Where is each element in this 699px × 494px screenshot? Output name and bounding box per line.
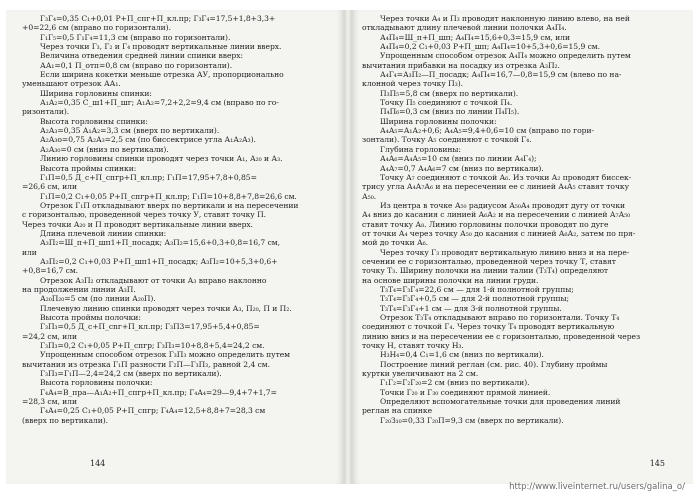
text-line: Через точку Г₃ проводят вертикальную линию вниз и на пере- xyxy=(380,247,630,257)
text-line: мой до точки А₆. xyxy=(362,238,429,248)
text-line: Из центра в точке А₅₀ радиусом А₅₀А₄ проводят дугу от точки xyxy=(380,200,626,210)
text-line: Отрезок Т₃Т₄ откладывают вправо по горизонтали. Точку Т₄ xyxy=(380,313,620,322)
text-line: Точки Г₂₀ и Г₃₀ соединяют прямой линией. xyxy=(380,387,551,397)
text-line: А₂А₃₀=0 см (вниз по вертикали). xyxy=(40,144,169,154)
text-line: Через точки Г₃, Г₂ и Г₄ проводят вертикальные линии вверх. xyxy=(40,42,282,52)
text-line: Г₄А₄=В_пра—А₁А₂+П_спгр+П_кл.пр; Г₄А₄=29—9,4+7+1,7= xyxy=(40,387,277,397)
text-line: +0=22,6 см (вправо по горизонтали). xyxy=(22,23,171,33)
text-line: вычитания из отрезка Г₁П разности Г₂П—Г₃П₃, равной 2,4 см. xyxy=(22,359,271,369)
text-line: А₄П₄=Ш_п+П_шп; А₄П₄=15,6+0,3=15,9 см, или xyxy=(380,32,570,42)
text-line: А₄Г₄=А₃П₂—П_посадк; А₄П₄=16,7—0,8=15,9 см (влево по на- xyxy=(380,70,622,80)
text-line: А₃П₂=Ш_п+П_шп1+П_посадк; А₃П₂=15,6+0,3+0,8=16,7 см, xyxy=(40,238,280,248)
text-line: Высота горловины спинки: xyxy=(40,116,148,126)
text-line: реглан на спинке xyxy=(362,406,433,416)
text-line: Г₁П=0,5 Д_с+П_спгр+П_кл.пр; Г₁П=17,95+7,8+0,85= xyxy=(40,172,257,182)
text-line: Точку П₅ соединяют с точкой П₄. xyxy=(380,98,513,108)
text-line: вычитания прибавки на посадку из отрезка А₃П₂. xyxy=(362,60,560,70)
text-line: на основе ширины полочки на линии груди. xyxy=(362,275,539,285)
text-line: Г₃Г₄=0,35 С₁+0,01 Р+П_спг+П_кл.пр; Г₃Г₄=17,5+1,8+3,3+ xyxy=(40,14,276,23)
text-line: линию вниз и на пересечении ее с горизонталью, проведенной через xyxy=(362,331,641,341)
text-line: Высота проймы спинки: xyxy=(40,163,137,173)
text-line: =28,3 см, или xyxy=(22,397,77,407)
watermark-url[interactable]: http://www.liveinternet.ru/users/galina_o/ xyxy=(509,482,685,492)
text-line: АА₁=0,1 П_отп=0,8 см (вправо по горизонтали). xyxy=(40,60,233,70)
right-page xyxy=(352,10,693,484)
text-line: А₄А₇=0,7 А₄А₆=7 см (вниз по вертикали). xyxy=(380,163,544,173)
text-line: Высота проймы полочки: xyxy=(40,313,141,322)
text-line: точку Н, ставят точку Н₃. xyxy=(362,341,464,351)
text-line: Через точки А₄ и П₃ проводят наклонную линию влево, на ней xyxy=(380,14,630,23)
text-line: Г₁Г₅=0,5 Г₁Г₄=11,3 см (вправо по горизонтали). xyxy=(40,32,231,42)
text-line: ризонтали). xyxy=(22,107,70,117)
text-line: =26,6 см, или xyxy=(22,182,77,192)
book-gutter xyxy=(344,10,352,484)
text-line: Определяют вспомогательные точки для проведения линий xyxy=(380,397,621,407)
text-line: А₂₀П₂₀=5 см (по линии А₂₀П). xyxy=(40,294,156,304)
text-line: Упрощенным способом отрезок А₄П₄ можно определить путем xyxy=(380,51,631,61)
text-line: или xyxy=(22,247,37,257)
text-line: Построение линий реглан (см. рис. 40). Глубину проймы xyxy=(380,359,608,369)
text-line: Если ширина кокетки меньше отрезка АУ, пропорционально xyxy=(40,70,284,80)
text-line: Через точки А₂₀ и П проводят вертикальные линии вверх. xyxy=(22,219,253,229)
text-line: Отрезок Г₁П откладывают вверх по вертикали и на пересечении xyxy=(40,200,299,210)
text-line: клонной через точку П₃). xyxy=(362,79,464,89)
text-line: откладывают длину плечевой линии полочки А₄П₄. xyxy=(362,23,567,33)
right-page-text xyxy=(362,14,679,425)
text-line: Глубина горловины: xyxy=(380,144,461,154)
text-line: Величина отведения средней линии спинки вверх: xyxy=(40,51,243,61)
text-line: Г₁Г₂=Г₂Г₂₀=2 см (вниз по вертикали). xyxy=(380,378,530,388)
text-line: А₁А₂=0,35 С_ш1+П_шг; А₁А₂=7,2+2,2=9,4 см (вправо по го- xyxy=(40,98,279,108)
text-line: Плечевую линию спинки проводят через точки А₃, П₂₀, П и П₂. xyxy=(40,303,292,313)
text-line: Упрощенным способом отрезок Г₃П₃ можно определить путем xyxy=(40,350,291,360)
text-line: уменьшают отрезок АА₁. xyxy=(22,79,121,89)
text-line: от точки А₄ через точку А₅₀ до касания с линией А₆А₂, затем по пря- xyxy=(362,228,636,238)
text-line: =24,2 см, или xyxy=(22,331,77,341)
text-line: сечении ее с горизонталью, проведенной через точку Т, ставят xyxy=(362,256,616,266)
text-line: А₄А₆=А₄А₅=10 см (вниз по линии А₄Г₄); xyxy=(380,154,537,164)
text-line: трису угла А₄А₇А₆ и на пересечении ее с линией А₄А₅ ставят точку xyxy=(362,182,630,192)
text-line: А₃П₂=0,2 С₁+0,03 Р+П_шп1+П_посадк; А₃П₂=10+5,3+0,6+ xyxy=(40,256,278,266)
text-line: П₃П₅=5,8 см (вверх по вертикали). xyxy=(380,88,519,98)
text-line: Г₂₀З₁₀=0,33 Г₂₀П=9,3 см (вверх по вертикали). xyxy=(380,415,564,425)
text-line: Длина плечевой линии спинки: xyxy=(40,228,167,238)
text-line: Линию горловины спинки проводят через точки А₁, А₂₀ и А₃. xyxy=(40,154,283,164)
text-line: куртки увеличивают на 2 см. xyxy=(362,369,479,379)
text-line: А₄П₄=0,2 С₁+0,03 Р+П_шп; А₄П₄=10+5,3+0,6=15,9 см. xyxy=(380,42,601,52)
text-line: А₄А₅=А₁А₂+0,6; А₄А₅=9,4+0,6=10 см (вправо по гори- xyxy=(380,126,594,136)
left-page xyxy=(6,10,344,484)
text-line: ставят точку А₈. Линию горловины полочки проводят по дуге xyxy=(362,219,609,229)
text-line: Т₃Т₄=Г₃Г₄+0,5 см — для 2-й полнотной группы; xyxy=(380,294,569,304)
text-line: Т₃Т₄=Г₃Г₄=22,6 см — для 1-й полнотной группы; xyxy=(380,284,574,294)
text-line: А₂А₃=0,35 А₁А₂=3,3 см (вверх по вертикали). xyxy=(40,126,220,136)
text-line: А₄ вниз до касания с линией А₆А₂ и на пересечении с линией А₇А₅₀ xyxy=(362,210,631,220)
text-line: с горизонталью, проведенной через точку У, ставят точку П. xyxy=(22,210,267,220)
text-line: на продолжении линии А₃П. xyxy=(22,284,136,294)
right-page-number: 145 xyxy=(649,459,665,468)
text-line: Отрезок А₃П₂ откладывают от точки А₃ вправо наклонно xyxy=(40,275,267,285)
text-line: А₅₀. xyxy=(362,191,377,201)
text-line: Г₁П=0,2 С₁+0,05 Р+П_спгр+П_кл.пр; Г₁П=10+8,8+7,8=26,6 см. xyxy=(40,191,297,201)
text-line: точку Т₃. Ширину полочки на линии талии (Т₃Т₄) определяют xyxy=(362,266,609,276)
text-line: (вверх по вертикали). xyxy=(22,415,108,425)
text-line: Г₃П₃=0,5 Д_с+П_сnг+П_кл.пр; Г₃П3=17,95+5,4+0,85= xyxy=(40,322,260,332)
text-line: Ширина горловины полочки: xyxy=(380,116,497,126)
text-line: Высота горловины полочки: xyxy=(40,378,153,388)
text-line: А₂А₃о=0,75 А₂А₃=2,5 см (по биссектрисе угла А₁А₂А₃). xyxy=(40,135,256,145)
text-line: Н₃Н₄=0,4 С₁=1,6 см (вниз по вертикали). xyxy=(380,350,544,360)
text-line: Т₃Т₄=Г₃Г₄+1 см — для 3-й полнотной группы. xyxy=(380,303,562,313)
text-line: П₄П₆=0,3 см (вниз по линии П₄П₅). xyxy=(380,107,520,117)
text-line: зонтали). Точку А₅ соединяют с точкой Г₄. xyxy=(362,135,532,145)
text-line: Г₃П₃=Г₁П—2,4=24,2 см (вверх по вертикали). xyxy=(40,369,222,379)
text-line: Г₃П₃=0,2 С₁+0,05 Р+П_спгр; Г₃П₃=10+8,8+5,4=24,2 см. xyxy=(40,341,265,351)
left-page-text xyxy=(22,14,334,425)
text-line: +0,8=16,7 см. xyxy=(22,266,79,276)
text-line: соединяют с точкой Г₄. Через точку Т₄ проводят вертикальную xyxy=(362,322,615,332)
text-line: Точку А₇ соединяют с точкой А₆. Из точки А₂ проводят биссек- xyxy=(380,172,632,182)
text-line: Г₄А₄=0,25 С₁+0,05 Р+П_спгр; Г₄А₄=12,5+8,8+7=28,3 см xyxy=(40,406,266,416)
left-page-number: 144 xyxy=(90,459,106,468)
text-line: Ширина горловины спинки: xyxy=(40,88,152,98)
